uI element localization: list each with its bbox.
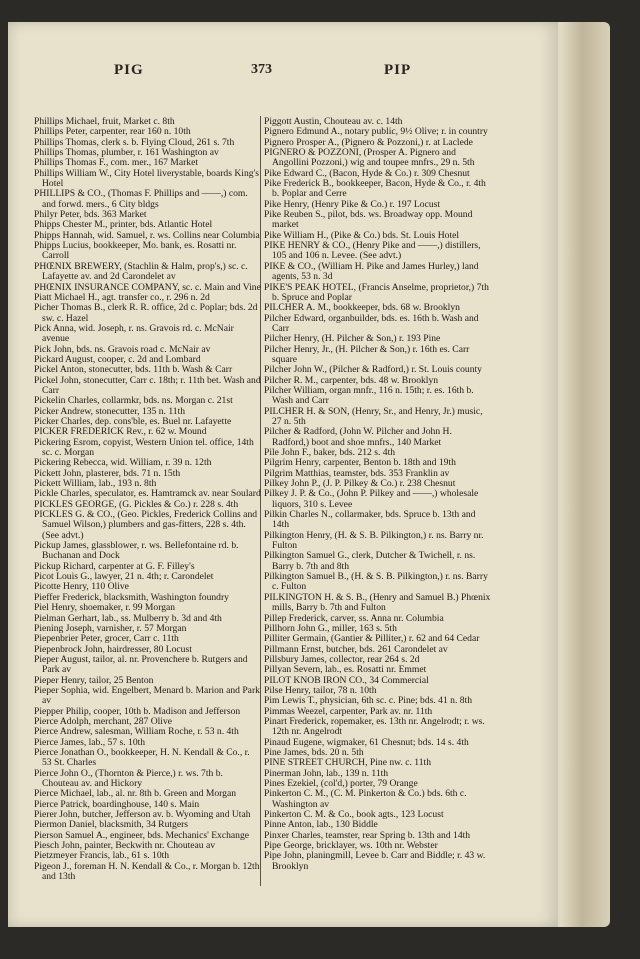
directory-entry: Pickle Charles, speculator, es. Hamtramck av. near Soulard <box>34 488 261 500</box>
directory-entry: Piesch John, painter, Beckwith nr. Chouteau av <box>34 840 216 852</box>
directory-entry: Pieper Henry, tailor, 25 Benton <box>34 674 154 686</box>
directory-entry: PIKE'S PEAK HOTEL, (Francis Anselme, proprietor,) 7th b. Spruce and Poplar <box>264 281 489 303</box>
directory-entry: Piermon Daniel, blacksmith, 34 Rutgers <box>34 819 189 831</box>
directory-entry: Pilcher R. M., carpenter, bds. 48 w. Brooklyn <box>264 374 439 386</box>
directory-entry: Pinerman John, lab., 139 n. 11th <box>264 767 389 779</box>
directory-entry: PILCHER A. M., bookkeeper, bds. 68 w. Brooklyn <box>264 302 460 314</box>
directory-entry: Pierce Michael, lab., al. nr. 8th b. Green and Morgan <box>34 788 237 800</box>
directory-entry: Pillsbury James, collector, rear 264 s. 2d <box>264 653 420 665</box>
page-header <box>8 62 558 88</box>
directory-entry: Phillips Peter, carpenter, rear 160 n. 10th <box>34 126 191 138</box>
directory-entry: Piggott Austin, Chouteau av. c. 14th <box>264 116 403 127</box>
directory-entry: PICKLES GEORGE, (G. Pickles & Co.) r. 228 s. 4th <box>34 498 239 510</box>
directory-entry: Pierce John O., (Thornton & Pierce,) r. ws. 7th b. Chouteau av. and Hickory <box>34 767 223 789</box>
directory-entry: Piel Henry, shoemaker, r. 99 Morgan <box>34 602 176 614</box>
directory-entry: Pilcher William, organ mnfr., 116 n. 15th; r. es. 16th b. Wash and Carr <box>264 384 474 407</box>
directory-entry: Pieper Sophia, wid. Engelbert, Menard b. Marion and Park av <box>34 684 260 707</box>
directory-entry: Pilcher & Radford, (John W. Pilcher and John H. Radford,) boot and shoe mnfrs., 140 Market <box>264 426 452 448</box>
directory-entry: PICKER FREDERICK Rev., r. 62 w. Mound <box>34 426 207 438</box>
directory-entry: Pieper August, tailor, al. nr. Provenchere b. Rutgers and Park av <box>34 653 248 676</box>
directory-entry: Philyr Peter, bds. 363 Market <box>34 209 147 221</box>
directory-entry: Pimmas Weezel, carpenter, Park av. nr. 11th <box>264 705 433 717</box>
directory-entry: Picher Thomas B., clerk R. R. office, 2d c. Poplar; bds. 2d sw. c. Hazel <box>34 302 258 324</box>
directory-entry: Picker Andrew, stonecutter, 135 n. 11th <box>34 405 186 417</box>
directory-entry: Pick John, bds. ns. Gravois road c. McNair av <box>34 343 211 355</box>
directory-entry: Pilcher Henry, Jr., (H. Pilcher & Son,) r. 16th es. Carr square <box>264 343 470 365</box>
directory-entry: Pine James, bds. 20 n. 5th <box>264 746 364 758</box>
directory-entry: Pilkey John P., (J. P. Pilkey & Co.) r. 238 Chesnut <box>264 478 456 490</box>
right-column <box>264 117 491 872</box>
directory-entry: Pilse Henry, tailor, 78 n. 10th <box>264 684 377 696</box>
directory-entry: Pickel Anton, stonecutter, bds. 11th b. Wash & Carr <box>34 364 233 376</box>
directory-entry: PICKLES G. & CO., (Geo. Pickles, Frederick Collins and Samuel Wilson,) plumbers and gas-fitters, 228 s. 4th. (See advt.) <box>34 509 258 541</box>
directory-entry: Pickup James, glassblower, r. ws. Bellefontaine rd. b. Buchanan and Dock <box>34 540 239 562</box>
directory-entry: Pierson Samuel A., engineer, bds. Mechanics' Exchange <box>34 829 250 841</box>
directory-entry: Pinkerton C. M. & Co., book agts., 123 Locust <box>264 809 444 821</box>
directory-entry: Phipps Chester M., printer, bds. Atlantic Hotel <box>34 219 213 231</box>
directory-entry: Pignero Prosper A., (Pignero & Pozzoni,) r. at Laclede <box>264 136 473 148</box>
left-column <box>34 117 261 882</box>
directory-entry: Picker Charles, dep. cons'ble, es. Buel nr. Lafayette <box>34 415 232 427</box>
directory-entry: Pilgrim Henry, carpenter, Benton b. 18th and 19th <box>264 457 456 469</box>
directory-entry: Pillep Frederick, carver, ss. Anna nr. Columbia <box>264 612 444 624</box>
directory-entry: Pines Ezekiel, (col'd,) porter, 79 Orange <box>264 778 418 789</box>
directory-entry: Piepper Philip, cooper, 10th b. Madison and Jefferson <box>34 705 241 717</box>
directory-entry: Phillips Michael, fruit, Market c. 8th <box>34 116 175 127</box>
directory-entry: Pile John F., baker, bds. 212 s. 4th <box>264 447 396 458</box>
directory-entry: Pilkin Charles N., collarmaker, bds. Spruce b. 13th and 14th <box>264 509 476 531</box>
directory-entry: Piepenbrier Peter, grocer, Carr c. 11th <box>34 633 179 645</box>
directory-entry: Pierce Jonathan O., bookkeeper, H. N. Kendall & Co., r. 53 St. Charles <box>34 746 250 769</box>
directory-entry: Pillmann Ernst, butcher, bds. 261 Carondelet av <box>264 643 448 655</box>
directory-entry: Pike Henry, (Henry Pike & Co.) r. 197 Locust <box>264 198 441 210</box>
directory-entry: PIKE & CO., (William H. Pike and James Hurley,) land agents, 53 n. 3d <box>264 260 479 283</box>
directory-entry: Pieffer Frederick, blacksmith, Washington foundry <box>34 591 229 603</box>
header-left-guideword: PIG <box>114 62 144 78</box>
directory-entry: Pipe George, bricklayer, ws. 10th nr. Webster <box>264 840 438 852</box>
directory-entry: PHŒNIX BREWERY, (Stachlin & Halm, prop's,) sc. c. Lafayette av. and 2d Carondelet av <box>34 260 248 283</box>
directory-entry: Pickard August, cooper, c. 2d and Lombard <box>34 353 201 365</box>
directory-entry: Pilgrim Matthias, teamster, bds. 353 Franklin av <box>264 467 450 479</box>
directory-entry: Phipps Hannah, wid. Samuel, r. ws. Collins near Columbia <box>34 229 260 241</box>
directory-entry: PHILLIPS & CO., (Thomas F. Phillips and ——,) com. and forwd. mers., 6 City bldgs <box>34 188 248 210</box>
directory-entry: PILKINGTON H. & S. B., (Henry and Samuel B.) Phœnix mills, Barry b. 7th and Fulton <box>264 591 491 614</box>
directory-entry: PHŒNIX INSURANCE COMPANY, sc. c. Main and Vine <box>34 281 261 293</box>
directory-entry: Pinne Anton, lab., 130 Biddle <box>264 819 378 831</box>
directory-entry: Piening Joseph, varnisher, r. 57 Morgan <box>34 622 187 634</box>
directory-entry: Pilkington Samuel G., clerk, Dutcher & Twichell, r. ns. Barry b. 7th and 8th <box>264 550 476 572</box>
directory-entry: Pick Anna, wid. Joseph, r. ns. Gravois rd. c. McNair avenue <box>34 322 234 345</box>
directory-entry: Pignero Edmund A., notary public, 9½ Olive; r. in country <box>264 126 488 138</box>
directory-entry: PIKE HENRY & CO., (Henry Pike and ——,) distillers, 105 and 106 n. Levee. (See advt.) <box>264 240 481 262</box>
directory-entry: Pickett William, lab., 193 n. 8th <box>34 478 157 490</box>
directory-entry: Phillips Thomas F., com. mer., 167 Market <box>34 157 199 169</box>
directory-page <box>8 22 558 927</box>
directory-entry: Pike Frederick B., bookkeeper, Bacon, Hyde & Co., r. 4th b. Poplar and Cerre <box>264 178 486 200</box>
directory-entry: Picotte Henry, 110 Olive <box>34 581 129 593</box>
directory-entry: Pilliter Germain, (Gantier & Pilliter,) r. 62 and 64 Cedar <box>264 633 480 645</box>
directory-entry: Pinart Frederick, ropemaker, es. 13th nr. Angelrodt; r. ws. 12th nr. Angelrodt <box>264 715 485 738</box>
directory-entry: Pierce Patrick, boardinghouse, 140 s. Main <box>34 798 200 810</box>
directory-entry: Pike Edward C., (Bacon, Hyde & Co.) r. 309 Chesnut <box>264 167 470 179</box>
header-right-guideword: PIP <box>384 62 412 78</box>
directory-entry: Pickel John, stonecutter, Carr c. 18th; r. 11th bet. Wash and Carr <box>34 374 261 396</box>
directory-entry: Pierce Adolph, merchant, 287 Olive <box>34 715 173 727</box>
directory-entry: Pike Reuben S., pilot, bds. ws. Broadway opp. Mound market <box>264 209 473 231</box>
directory-entry: Pierce Andrew, salesman, William Roche, r. 53 n. 4th <box>34 726 239 738</box>
directory-entry: Picot Louis G., lawyer, 21 n. 4th; r. Carondelet <box>34 571 214 583</box>
directory-entry: Pilcher Henry, (H. Pilcher & Son,) r. 193 Pine <box>264 333 441 345</box>
directory-entry: Pinxer Charles, teamster, rear Spring b. 13th and 14th <box>264 829 471 841</box>
directory-entry: PIGNERO & POZZONI, (Prosper A. Pignero and Angollini Pozzoni,) wig and toupee mnfrs., 29 n. 5th <box>264 147 475 169</box>
page-number: 373 <box>251 62 272 77</box>
directory-entry: Pickup Richard, carpenter at G. F. Filley's <box>34 560 195 572</box>
directory-entry: Pilcher John W., (Pilcher & Radford,) r. St. Louis county <box>264 364 482 376</box>
directory-entry: Phillips Thomas, plumber, r. 161 Washington av <box>34 147 219 159</box>
directory-entry: Pillyan Severn, lab., es. Rosatti nr. Emmet <box>264 664 427 676</box>
directory-entry: Pinaud Eugene, wigmaker, 61 Chesnut; bds. 14 s. 4th <box>264 736 469 748</box>
directory-entry: Pierce James, lab., 57 s. 10th <box>34 736 146 748</box>
directory-entry: Pickelin Charles, collarmkr, bds. ns. Morgan c. 21st <box>34 395 233 407</box>
directory-entry: Pim Lewis T., physician, 6th sc. c. Pine; bds. 41 n. 8th <box>264 695 473 707</box>
directory-entry: Pilkey J. P. & Co., (John P. Pilkey and ——,) wholesale liquors, 310 s. Levee <box>264 488 479 510</box>
directory-entry: Pilkington Henry, (H. & S. B. Pilkington,) r. ns. Barry nr. Fulton <box>264 529 484 552</box>
directory-entry: Pickering Esrom, copyist, Western Union tel. office, 14th sc. c. Morgan <box>34 436 254 458</box>
directory-entry: Pinkerton C. M., (C. M. Pinkerton & Co.) bds. 6th c. Washington av <box>264 788 467 810</box>
directory-entry: Pigeon J., foreman H. N. Kendall & Co., r. Morgan b. 12th and 13th <box>34 860 260 883</box>
directory-entry: Piatt Michael H., agt. transfer co., r. 296 n. 2d <box>34 291 210 303</box>
directory-entry: Pickering Rebecca, wid. William, r. 39 n. 12th <box>34 457 212 469</box>
directory-entry: Pipe John, planingmill, Levee b. Carr and Biddle; r. 43 w. Brooklyn <box>264 850 486 872</box>
directory-entry: PINE STREET CHURCH, Pine nw. c. 11th <box>264 757 432 769</box>
directory-entry: PILCHER H. & SON, (Henry, Sr., and Henry, Jr.) music, 27 n. 5th <box>264 405 483 427</box>
directory-entry: Piepenbrock John, hairdresser, 80 Locust <box>34 643 192 655</box>
directory-entry: Pilkington Samuel B., (H. & S. B. Pilkington,) r. ns. Barry c. Fulton <box>264 571 488 593</box>
directory-entry: Pierer John, butcher, Jefferson av. b. Wyoming and Utah <box>34 809 251 821</box>
directory-entry: Pillhorn John G., miller, 163 s. 5th <box>264 622 397 634</box>
directory-entry: Phillips Thomas, clerk s. b. Flying Cloud, 261 s. 7th <box>34 136 235 148</box>
directory-entry: Pilcher Edward, organbuilder, bds. es. 16th b. Wash and Carr <box>264 312 479 334</box>
directory-entry: Pickett John, plasterer, bds. 71 n. 15th <box>34 467 181 479</box>
directory-entry: Pike William H., (Pike & Co.) bds. St. Louis Hotel <box>264 229 460 241</box>
directory-entry: Pielman Gerhart, lab., ss. Mulberry b. 3d and 4th <box>34 612 222 624</box>
directory-entry: Phillips William W., City Hotel liverystable, boards King's Hotel <box>34 167 260 190</box>
directory-entry: PILOT KNOB IRON CO., 34 Commercial <box>264 674 429 686</box>
directory-entry: Pietzmeyer Francis, lab., 61 s. 10th <box>34 850 170 862</box>
directory-entry: Phipps Lucius, bookkeeper, Mo. bank, es. Rosatti nr. Carroll <box>34 240 237 262</box>
